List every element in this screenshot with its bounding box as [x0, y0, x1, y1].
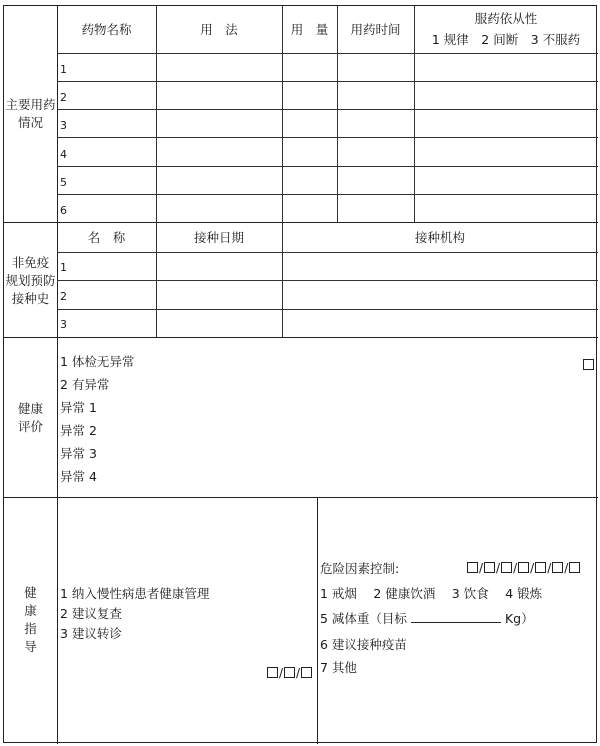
section-divider-2: [4, 337, 598, 338]
med-row-line: [57, 53, 598, 54]
guidance-left-checkboxes[interactable]: / /: [266, 666, 313, 680]
medication-section-label: 主要用药 情况: [5, 97, 56, 130]
label-column-divider: [57, 6, 58, 744]
vac-row-number: 2: [60, 290, 67, 303]
guidance-left-line: 3 建议转诊: [60, 626, 122, 641]
vac-header-date: 接种日期: [193, 230, 244, 245]
med-row-number: 6: [60, 204, 67, 217]
section-divider-3: [4, 497, 598, 498]
weight-unit: Kg）: [504, 611, 534, 626]
med-col-line: [156, 6, 157, 222]
med-row-number: 2: [60, 91, 67, 104]
evaluation-checkbox[interactable]: [582, 355, 595, 374]
med-row-line: [57, 137, 598, 138]
guidance-split-line: [317, 497, 318, 744]
evaluation-line: 1 体检无异常: [60, 354, 135, 369]
med-col-line: [282, 6, 283, 222]
vaccination-section-label: 非免疫 规划预防 接种史: [5, 255, 56, 306]
risk-control-line: 1 戒烟 2 健康饮酒 3 饮食 4 锻炼: [320, 586, 543, 601]
med-row-number: 1: [60, 63, 67, 76]
header-usage: 用 法: [200, 22, 238, 37]
risk-control-line: 7 其他: [320, 660, 357, 675]
risk-control-checkboxes[interactable]: / / / / / /: [466, 561, 581, 575]
evaluation-line: 异常 1: [60, 400, 97, 415]
guidance-left-line: 2 建议复查: [60, 606, 122, 621]
med-row-line: [57, 81, 598, 82]
vac-header-name: 名 称: [87, 230, 126, 245]
guidance-section-label: 健 康 指 导: [24, 585, 37, 654]
vac-header-org: 接种机构: [414, 230, 465, 245]
weight-target-field[interactable]: [411, 610, 501, 623]
header-compliance-options: 1 规律 2 间断 3 不服药: [431, 32, 581, 47]
evaluation-line: 异常 2: [60, 423, 97, 438]
header-drug-name: 药物名称: [81, 22, 132, 37]
vac-row-line: [57, 280, 598, 281]
header-time: 用药时间: [350, 22, 401, 37]
guidance-left-line: 1 纳入慢性病患者健康管理: [60, 586, 210, 601]
med-row-line: [57, 109, 598, 110]
vac-row-number: 3: [60, 318, 67, 331]
med-row-number: 5: [60, 176, 67, 189]
med-row-number: 4: [60, 148, 67, 161]
evaluation-line: 异常 3: [60, 446, 97, 461]
med-row-line: [57, 166, 598, 167]
vac-row-number: 1: [60, 261, 67, 274]
evaluation-section-label: 健康 评价: [17, 401, 43, 434]
evaluation-line: 2 有异常: [60, 377, 110, 392]
risk-control-weight: [320, 610, 534, 627]
weight-prefix: 5 减体重（目标: [320, 611, 407, 626]
evaluation-line: 异常 4: [60, 469, 97, 484]
vac-row-line: [57, 309, 598, 310]
risk-control-line: 6 建议接种疫苗: [320, 637, 407, 652]
med-col-line: [337, 6, 338, 222]
health-record-form: [3, 5, 597, 743]
med-row-line: [57, 194, 598, 195]
risk-control-title: 危险因素控制:: [320, 561, 400, 576]
med-row-number: 3: [60, 119, 67, 132]
section-divider-1: [4, 222, 598, 223]
header-compliance-title: 服药依从性: [474, 11, 538, 26]
header-dose: 用 量: [290, 22, 329, 37]
vac-row-line: [57, 252, 598, 253]
